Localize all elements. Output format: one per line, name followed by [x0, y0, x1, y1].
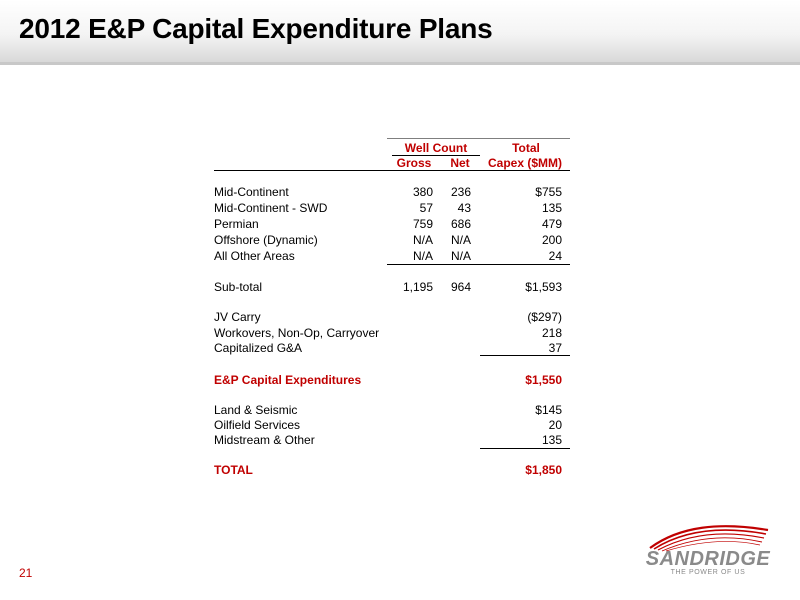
row-gross: N/A — [412, 233, 433, 247]
row-label: Midstream & Other — [214, 433, 315, 447]
row-capex: 200 — [541, 233, 562, 247]
title-bar — [0, 0, 800, 62]
header-net: Net — [450, 156, 470, 170]
header-gross: Gross — [396, 156, 432, 170]
header-well-count: Well Count — [404, 141, 468, 155]
ep-total-capex: $1,550 — [525, 373, 562, 387]
subtotal-label: Sub-total — [214, 280, 263, 294]
row-label: All Other Areas — [214, 249, 295, 263]
row-label: Mid-Continent - SWD — [214, 201, 328, 215]
ep-total-label: E&P Capital Expenditures — [214, 373, 362, 387]
logo-tagline: THE POWER OF US — [670, 569, 746, 576]
row-label: Mid-Continent — [214, 185, 289, 199]
page-title: 2012 E&P Capital Expenditure Plans — [19, 13, 493, 44]
adjustments-sum-rule — [480, 355, 570, 356]
row-capex: 37 — [548, 341, 562, 355]
row-net: N/A — [450, 249, 471, 263]
header-bottom-rule — [214, 170, 570, 171]
other-sum-rule — [480, 448, 570, 449]
row-gross: 759 — [412, 217, 433, 231]
header-total: Total — [512, 141, 540, 155]
subtotal-net: 964 — [450, 280, 471, 294]
row-capex: 24 — [548, 249, 562, 263]
subtotal-gross: 1,195 — [402, 280, 433, 294]
row-gross: 57 — [419, 201, 433, 215]
row-capex: 479 — [541, 217, 562, 231]
row-net: N/A — [450, 233, 471, 247]
areas-sum-rule — [387, 264, 570, 265]
row-capex: $755 — [535, 185, 562, 199]
row-label: Workovers, Non-Op, Carryover — [214, 326, 380, 340]
page-number: 21 — [19, 566, 33, 580]
row-gross: 380 — [412, 185, 433, 199]
row-capex: $145 — [535, 403, 562, 417]
row-label: Land & Seismic — [214, 403, 298, 417]
row-label: JV Carry — [214, 310, 261, 324]
sandridge-logo — [640, 520, 776, 582]
row-capex: 135 — [541, 201, 562, 215]
row-capex: ($297) — [527, 310, 562, 324]
grand-total-label: TOTAL — [214, 463, 253, 477]
row-net: 236 — [450, 185, 471, 199]
grand-total-capex: $1,850 — [525, 463, 562, 477]
row-net: 43 — [457, 201, 471, 215]
subtotal-capex: $1,593 — [525, 280, 562, 294]
row-label: Capitalized G&A — [214, 341, 303, 355]
row-label: Oilfield Services — [214, 418, 301, 432]
row-capex: 135 — [541, 433, 562, 447]
row-label: Offshore (Dynamic) — [214, 233, 318, 247]
logo-wordmark: SANDRIDGE — [645, 548, 771, 570]
row-gross: N/A — [412, 249, 433, 263]
header-capex: Capex ($MM) — [487, 156, 562, 170]
row-capex: 218 — [541, 326, 562, 340]
row-net: 686 — [450, 217, 471, 231]
table-top-rule — [387, 138, 570, 139]
row-label: Permian — [214, 217, 259, 231]
row-capex: 20 — [548, 418, 562, 432]
title-divider — [0, 62, 800, 65]
